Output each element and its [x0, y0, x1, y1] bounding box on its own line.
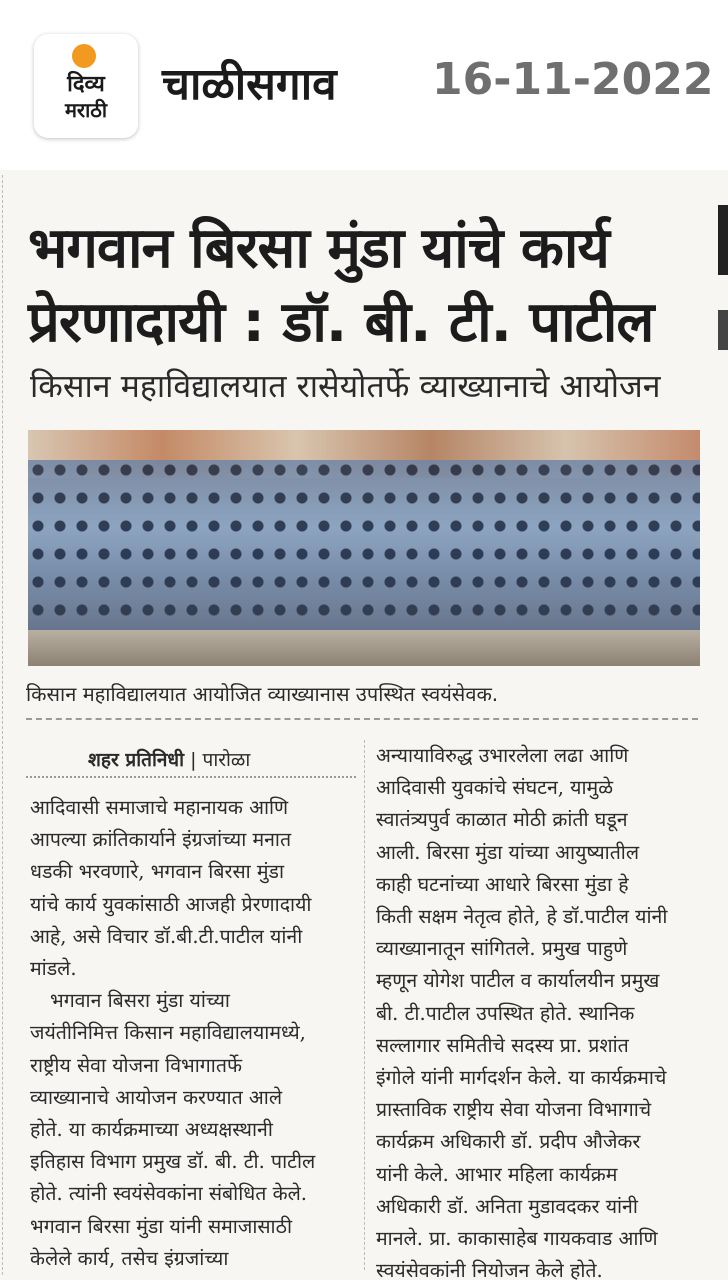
body-line: आहे, असे विचार डॉ.बी.टी.पाटील यांनी — [30, 924, 303, 948]
adjacent-article-edge — [718, 205, 728, 275]
body-line: इंगोले यांनी मार्गदर्शन केले. या कार्यक्रमाचे — [376, 1066, 667, 1090]
body-line: मानले. प्रा. काकासाहेब गायकवाड आणि — [376, 1227, 658, 1251]
column-divider — [364, 740, 365, 1270]
body-line: म्हणून योगेश पाटील व कार्यालयीन प्रमुख — [376, 969, 660, 993]
edition-date: 16-11-2022 — [432, 54, 714, 105]
photo-caption: किसान महाविद्यालयात आयोजित व्याख्यानास उपस्थित स्वयंसेवक. — [26, 682, 499, 706]
body-line: स्वातंत्र्यपुर्व काळात मोठी क्रांती घडून — [376, 808, 628, 832]
divya-marathi-logo[interactable] — [34, 34, 138, 138]
body-line: आदिवासी युवकांचे संघटन, यामुळे — [376, 776, 614, 800]
body-line: स्वयंसेवकांनी नियोजन केले होते. — [376, 1259, 603, 1283]
body-line: अन्यायाविरुद्ध उभारलेला लढा आणि — [376, 744, 629, 767]
byline-author: शहर प्रतिनिधी — [88, 749, 185, 771]
body-line: जयंतीनिमित्त किसान महाविद्यालयामध्ये, — [30, 1021, 306, 1045]
body-line: मांडले. — [30, 957, 77, 981]
body-line: आदिवासी समाजाचे महानायक आणि — [30, 796, 289, 819]
sun-logo-icon — [72, 44, 96, 68]
caption-divider — [26, 718, 698, 720]
body-line: अधिकारी डॉ. अनिता मुडावदकर यांनी — [376, 1194, 638, 1218]
byline-divider — [26, 776, 356, 778]
body-line: इतिहास विभाग प्रमुख डॉ. बी. टी. पाटील — [30, 1150, 316, 1174]
app-header — [0, 0, 728, 165]
body-line: भगवान बिरसा मुंडा यांनी समाजासाठी — [30, 1214, 292, 1238]
headline-line1: भगवान बिरसा मुंडा यांचे कार्य — [28, 216, 609, 281]
body-line: भगवान बिसरा मुंडा यांच्या — [50, 989, 230, 1013]
body-line: प्रास्ताविक राष्ट्रीय सेवा योजना विभागाचे — [376, 1098, 652, 1122]
body-line: केलेले कार्य, तसेच इंग्रजांच्या — [30, 1246, 229, 1270]
byline-separator: | — [190, 749, 197, 771]
body-line: यांचे कार्य युवकांसाठी आजही प्रेरणादायी — [30, 892, 312, 916]
body-line: काही घटनांच्या आधारे बिरसा मुंडा हे — [376, 872, 629, 896]
body-line: होते. त्यांनी स्वयंसेवकांना संबोधित केले. — [30, 1182, 307, 1206]
photo-ground — [28, 630, 700, 666]
body-line: सल्लागार समितीचे सदस्य प्रा. प्रशांत — [376, 1033, 629, 1057]
article-column-right — [376, 740, 700, 1287]
logo-text-line2: मराठी — [64, 98, 108, 122]
body-line: किती सक्षम नेतृत्व होते, हे डॉ.पाटील यांनी — [376, 905, 668, 929]
clipping-edge — [2, 175, 4, 1275]
body-line: व्याख्यानातून सांगितले. प्रमुख पाहुणे — [376, 937, 628, 961]
body-line: व्याख्यानाचे आयोजन करण्यात आले — [30, 1085, 283, 1109]
body-line: आपल्या क्रांतिकार्याने इंग्रजांच्या मनात — [30, 828, 292, 852]
body-line: होते. या कार्यक्रमाच्या अध्यक्षस्थानी — [30, 1118, 273, 1142]
headline-line2: प्रेरणादायी : डॉ. बी. टी. पाटील — [28, 290, 654, 355]
adjacent-article-edge-2 — [718, 310, 728, 350]
body-line: राष्ट्रीय सेवा योजना विभागातर्फे — [30, 1053, 242, 1077]
photo-students-group — [28, 460, 700, 630]
body-line: बी. टी.पाटील उपस्थित होते. स्थानिक — [376, 1001, 635, 1025]
byline-place: पारोळा — [202, 749, 251, 771]
group-photo[interactable] — [28, 430, 700, 666]
body-line: आली. बिरसा मुंडा यांच्या आयुष्यातील — [376, 840, 640, 864]
logo-text-line1: दिव्य — [67, 72, 105, 97]
subheadline: किसान महाविद्यालयात रासेयोतर्फे व्याख्यानाचे आयोजन — [30, 367, 661, 405]
byline — [88, 746, 250, 772]
article-column-left — [30, 792, 356, 1275]
edition-city: चाळीसगाव — [162, 59, 337, 110]
body-line: यांनी केले. आभार महिला कार्यक्रम — [376, 1162, 618, 1186]
body-line: धडकी भरवणारे, भगवान बिरसा मुंडा — [30, 860, 285, 884]
body-line: कार्यक्रम अधिकारी डॉ. प्रदीप औजेकर — [376, 1130, 641, 1154]
